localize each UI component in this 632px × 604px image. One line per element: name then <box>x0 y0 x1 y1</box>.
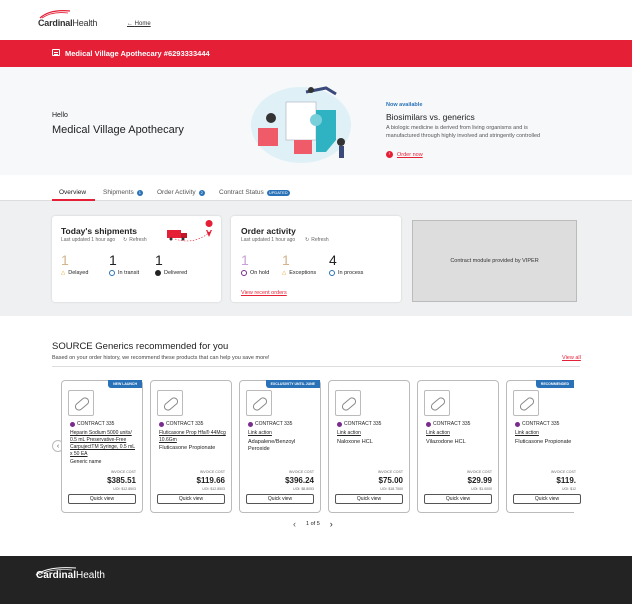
shipments-updated: Last updated 1 hour ago <box>61 237 116 243</box>
footer-logo[interactable] <box>36 570 105 581</box>
in-process-count: 4 <box>329 252 337 268</box>
contract-dot-icon <box>159 422 164 427</box>
contract-label: CONTRACT 335 <box>433 421 471 427</box>
contract-dot-icon <box>426 422 431 427</box>
quick-view-button[interactable]: Quick view <box>335 494 403 504</box>
contract-dot-icon <box>248 422 253 427</box>
shipments-refresh-button[interactable] <box>123 237 147 243</box>
order-now-link[interactable] <box>386 151 423 158</box>
tab-badge: 1 <box>138 189 141 195</box>
greeting: Hello <box>52 112 68 119</box>
clock-icon <box>329 270 335 276</box>
tab-order-activity[interactable] <box>157 189 205 196</box>
shipments-title: Today's shipments <box>61 226 138 236</box>
account-title: Medical Village Apothecary #6293333444 <box>65 49 210 58</box>
stat-label: On hold <box>250 270 270 276</box>
quick-view-button[interactable]: Quick view <box>246 494 314 504</box>
stat-label: Delayed <box>68 270 89 276</box>
delivery-truck-icon <box>165 225 217 245</box>
tab-label: Overview <box>59 189 87 196</box>
on-hold-label <box>241 270 269 276</box>
store-name: Medical Village Apothecary <box>52 124 184 136</box>
product-name-link[interactable]: Link action <box>337 430 361 436</box>
unit-of-issue-price: UOI: $12.8503 <box>113 487 136 491</box>
tab-label: Order Activity <box>157 189 196 196</box>
carousel-pager <box>293 519 333 529</box>
recommendations-title: SOURCE Generics recommended for you <box>52 341 229 352</box>
unit-of-issue-price: UOI: $12.8503 <box>202 487 225 491</box>
contract-badge <box>337 421 381 427</box>
delayed-count: 1 <box>61 252 69 268</box>
footer <box>0 556 632 604</box>
invoice-cost-label: INVOICE COST <box>110 470 136 474</box>
order-now-label: Order now <box>397 151 423 158</box>
contract-label: CONTRACT 335 <box>522 421 560 427</box>
contract-label: CONTRACT 335 <box>344 421 382 427</box>
unit-of-issue-price: UOI: $18.7500 <box>380 487 403 491</box>
product-card[interactable] <box>61 380 143 513</box>
quick-view-button[interactable]: Quick view <box>157 494 225 504</box>
product-description: Fluticasone Propionate <box>159 445 216 451</box>
product-flag: RECOMMENDED <box>536 380 574 388</box>
refresh-label: Refresh <box>311 237 329 243</box>
invoice-cost-label: INVOICE COST <box>288 470 314 474</box>
contract-badge <box>426 421 470 427</box>
refresh-icon: ↻ <box>305 237 310 243</box>
product-card[interactable] <box>239 380 321 513</box>
tab-badge: 2 <box>200 189 203 195</box>
stat-label: Exceptions <box>289 270 317 276</box>
product-card[interactable] <box>150 380 232 513</box>
stat-label: In transit <box>118 270 140 276</box>
contract-badge <box>515 421 559 427</box>
page-indicator: 1 of 5 <box>306 521 320 527</box>
contract-dot-icon <box>515 422 520 427</box>
in-transit-label <box>109 270 139 276</box>
view-all-link[interactable]: View all <box>562 355 581 361</box>
order-activity-updated: Last updated 1 hour ago <box>241 237 296 243</box>
invoice-cost-label: INVOICE COST <box>377 470 403 474</box>
delivered-label <box>155 270 187 276</box>
pill-icon <box>335 390 361 416</box>
product-name-link[interactable]: Heparin Sodium 5000 units/ 0.5 mL Preservative-Free CarpujectTM Syringe, 0.5 mL x 50 EA <box>70 430 136 457</box>
contract-badge <box>159 421 203 427</box>
tab-contract-status[interactable] <box>219 189 290 196</box>
tab-label: Contract Status <box>219 189 264 196</box>
unit-of-issue-price: UOI: $8.8053 <box>293 487 314 491</box>
tab-overview[interactable] <box>59 189 86 196</box>
product-name-link[interactable]: Link action <box>248 430 272 436</box>
footer-logo-bold: Cardinal <box>36 570 77 581</box>
contract-module <box>412 220 577 302</box>
order-activity-title: Order activity <box>241 226 296 236</box>
product-description: Fluticasone Propionate <box>515 439 572 445</box>
in-process-label <box>329 270 363 276</box>
view-recent-orders-link[interactable]: View recent orders <box>241 290 287 296</box>
contract-module-text: Contract module provided by VIPER <box>450 258 539 264</box>
invoice-cost-label: INVOICE COST <box>466 470 492 474</box>
product-name-link[interactable]: Link action <box>426 430 450 436</box>
promo-title: Biosimilars vs. generics <box>386 112 475 122</box>
check-icon <box>155 270 161 276</box>
order-activity-refresh-button[interactable] <box>305 237 329 243</box>
stat-label: Delivered <box>164 270 188 276</box>
unit-of-issue-price: UOI: $1.0000 <box>471 487 492 491</box>
clock-icon <box>109 270 115 276</box>
cardinal-health-logo[interactable] <box>38 10 100 28</box>
active-tab-indicator <box>52 199 95 201</box>
product-price: $396.24 <box>285 476 314 485</box>
chevron-left-icon[interactable]: ‹ <box>293 519 296 529</box>
home-link-label: Home <box>134 21 151 27</box>
tab-bar <box>0 175 632 201</box>
recommendations-subtitle: Based on your order history, we recommend these products that can help you save more! <box>52 355 270 361</box>
quick-view-button[interactable]: Quick view <box>424 494 492 504</box>
refresh-icon: ↻ <box>123 237 128 243</box>
product-price: $29.99 <box>467 476 492 485</box>
product-flag: EXCLUSIVITY UNTIL JUNE <box>266 380 320 388</box>
quick-view-button[interactable]: Quick view <box>513 494 581 504</box>
tab-label: Shipments <box>103 189 134 196</box>
pill-icon <box>246 390 272 416</box>
pill-icon <box>157 390 183 416</box>
divider <box>52 366 580 367</box>
contract-dot-icon <box>337 422 342 427</box>
warning-icon: △ <box>282 270 287 276</box>
product-name-link[interactable]: Fluticasone Prop Hfa® 44Mcg 10.6Gm <box>159 430 226 443</box>
exceptions-label <box>282 270 316 276</box>
account-bar <box>0 40 632 67</box>
invoice-cost-label: INVOICE COST <box>199 470 225 474</box>
delayed-label <box>61 270 88 276</box>
product-description: Vilazodone HCL <box>426 439 466 445</box>
contract-dot-icon <box>70 422 75 427</box>
product-price: $119. <box>556 476 576 485</box>
product-description: Generic name <box>70 459 102 465</box>
invoice-cost-label: INVOICE COST <box>550 470 576 474</box>
home-link[interactable]: ← Home <box>127 21 151 27</box>
tab-shipments[interactable] <box>103 189 143 196</box>
contract-badge <box>70 421 114 427</box>
in-transit-count: 1 <box>109 252 117 268</box>
product-price: $385.51 <box>107 476 136 485</box>
pill-icon <box>424 390 450 416</box>
stat-label: In process <box>338 270 364 276</box>
tab-badge: UPDATED <box>268 189 288 195</box>
product-card[interactable] <box>328 380 410 513</box>
store-icon <box>52 49 60 56</box>
contract-badge <box>248 421 292 427</box>
exceptions-count: 1 <box>282 252 290 268</box>
product-description: Naloxone HCL <box>337 439 373 445</box>
product-price: $119.66 <box>196 476 225 485</box>
warning-icon: △ <box>61 270 66 276</box>
quick-view-button[interactable]: Quick view <box>68 494 136 504</box>
product-name-link[interactable]: Link action <box>515 430 539 436</box>
chevron-left-icon: ‹ <box>56 442 60 450</box>
contract-label: CONTRACT 335 <box>166 421 204 427</box>
chevron-right-icon[interactable]: › <box>329 519 333 529</box>
arrow-right-icon: › <box>386 151 393 158</box>
contract-label: CONTRACT 335 <box>255 421 293 427</box>
contract-label: CONTRACT 335 <box>77 421 115 427</box>
delivered-count: 1 <box>155 252 163 268</box>
on-hold-count: 1 <box>241 252 249 268</box>
product-card[interactable] <box>417 380 499 513</box>
refresh-label: Refresh <box>129 237 147 243</box>
product-price: $75.00 <box>378 476 403 485</box>
logo-text: Health <box>72 18 98 28</box>
product-flag: NEW LAUNCH <box>108 380 142 388</box>
promo-tag: Now available <box>386 102 423 108</box>
promo-description: A biologic medicine is derived from living organisms and is manufactured through highly involved and stringently controlled <box>386 125 541 139</box>
product-description: Adapalene/Benzoyl Peroxide <box>248 439 296 452</box>
product-card[interactable] <box>506 380 574 513</box>
logo-text-bold: Cardinal <box>38 18 73 28</box>
pill-icon <box>513 390 539 416</box>
unit-of-issue-price: UOI: $12 <box>561 487 576 491</box>
pause-icon <box>241 270 247 276</box>
pharmacy-illustration <box>246 80 366 165</box>
footer-logo-text: Health <box>76 570 105 581</box>
pill-icon <box>68 390 94 416</box>
